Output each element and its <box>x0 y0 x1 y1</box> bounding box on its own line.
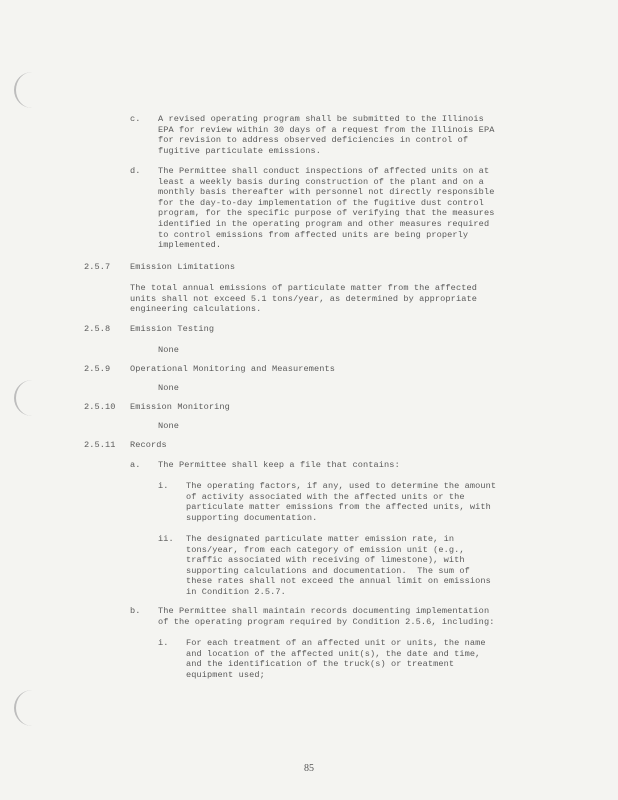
text-line: The designated particulate matter emission rate, in <box>186 534 455 544</box>
section-number: 2.5.11 <box>84 440 116 450</box>
text-line: these rates shall not exceed the annual limit on emissions <box>186 576 491 587</box>
text-line: of activity associated with the affected units or the <box>186 491 465 502</box>
paragraph <box>186 481 496 523</box>
item-marker: c. <box>130 114 141 124</box>
text-line: The operating factors, if any, used to determine the amount <box>186 481 497 491</box>
section-body: None <box>158 345 180 355</box>
paragraph <box>130 283 477 315</box>
paragraph <box>158 166 494 251</box>
section-title: Operational Monitoring and Measurements <box>130 364 336 374</box>
section-number: 2.5.7 <box>84 262 111 272</box>
section-body: None <box>158 421 180 431</box>
subitem-marker: i. <box>158 638 169 648</box>
text-line: traffic associated with receiving of limestone), with <box>186 555 465 566</box>
text-line: EPA for review within 30 days of a request from the Illinois EPA <box>158 124 495 135</box>
item-marker: b. <box>130 606 141 616</box>
subitem-marker: ii. <box>158 534 174 544</box>
page-number: 85 <box>304 763 314 774</box>
section-title: Emission Testing <box>130 324 215 334</box>
text-line: monthly basis thereafter with personnel not directly responsible <box>158 187 495 198</box>
text-line: and location of the affected unit(s), the date and time, <box>186 648 481 659</box>
item-text: The Permittee shall keep a file that contains: <box>158 460 400 470</box>
text-line: tons/year, from each category of emission unit (e.g., <box>186 544 465 555</box>
text-line: identified in the operating program and other measures required <box>158 218 490 229</box>
text-line: The Permittee shall conduct inspections of affected units on at <box>158 166 490 176</box>
text-line: supporting documentation. <box>186 512 318 523</box>
section-title: Emission Monitoring <box>130 402 230 412</box>
text-line: For each treatment of an affected unit or units, the name <box>186 638 486 648</box>
text-line: supporting calculations and documentation. The sum of <box>186 565 470 576</box>
section-number: 2.5.10 <box>84 402 116 412</box>
paragraph <box>186 638 486 680</box>
text-line: least a weekly basis during construction of the plant and on a <box>158 176 484 187</box>
section-body: None <box>158 383 180 393</box>
text-line: A revised operating program shall be submitted to the Illinois <box>158 114 484 124</box>
text-line: equipment used; <box>186 669 265 680</box>
text-line: units shall not exceed 5.1 tons/year, as determined by appropriate <box>130 293 477 304</box>
text-line: program, for the specific purpose of verifying that the measures <box>158 208 495 219</box>
paragraph <box>158 606 494 627</box>
section-number: 2.5.9 <box>84 364 111 374</box>
section-number: 2.5.8 <box>84 324 111 334</box>
text-line: for revision to address observed deficiencies in control of <box>158 135 469 146</box>
text-line: particulate matter emissions from the affected units, with <box>186 502 491 513</box>
text-line: fugitive particulate emissions. <box>158 145 321 156</box>
section-title: Emission Limitations <box>130 262 236 272</box>
text-line: of the operating program required by Condition 2.5.6, including: <box>158 616 495 627</box>
item-marker: a. <box>130 460 141 470</box>
text-line: and the identification of the truck(s) or treatment <box>186 659 455 670</box>
punch-hole-mark <box>14 690 38 726</box>
text-line: in Condition 2.5.7. <box>186 586 286 597</box>
punch-hole-mark <box>14 380 38 416</box>
text-line: for the day-to-day implementation of the fugitive dust control <box>158 197 484 208</box>
text-line: implemented. <box>158 240 222 251</box>
subitem-marker: i. <box>158 481 169 491</box>
item-marker: d. <box>130 166 141 176</box>
text-line: to control emissions from affected units are being properly <box>158 229 469 240</box>
paragraph <box>158 114 494 156</box>
paragraph <box>186 534 491 598</box>
section-title: Records <box>130 440 167 450</box>
text-line: The total annual emissions of particulate matter from the affected <box>130 283 477 293</box>
punch-hole-mark <box>14 72 38 108</box>
text-line: The Permittee shall maintain records documenting implementation <box>158 606 490 616</box>
text-line: engineering calculations. <box>130 304 262 315</box>
